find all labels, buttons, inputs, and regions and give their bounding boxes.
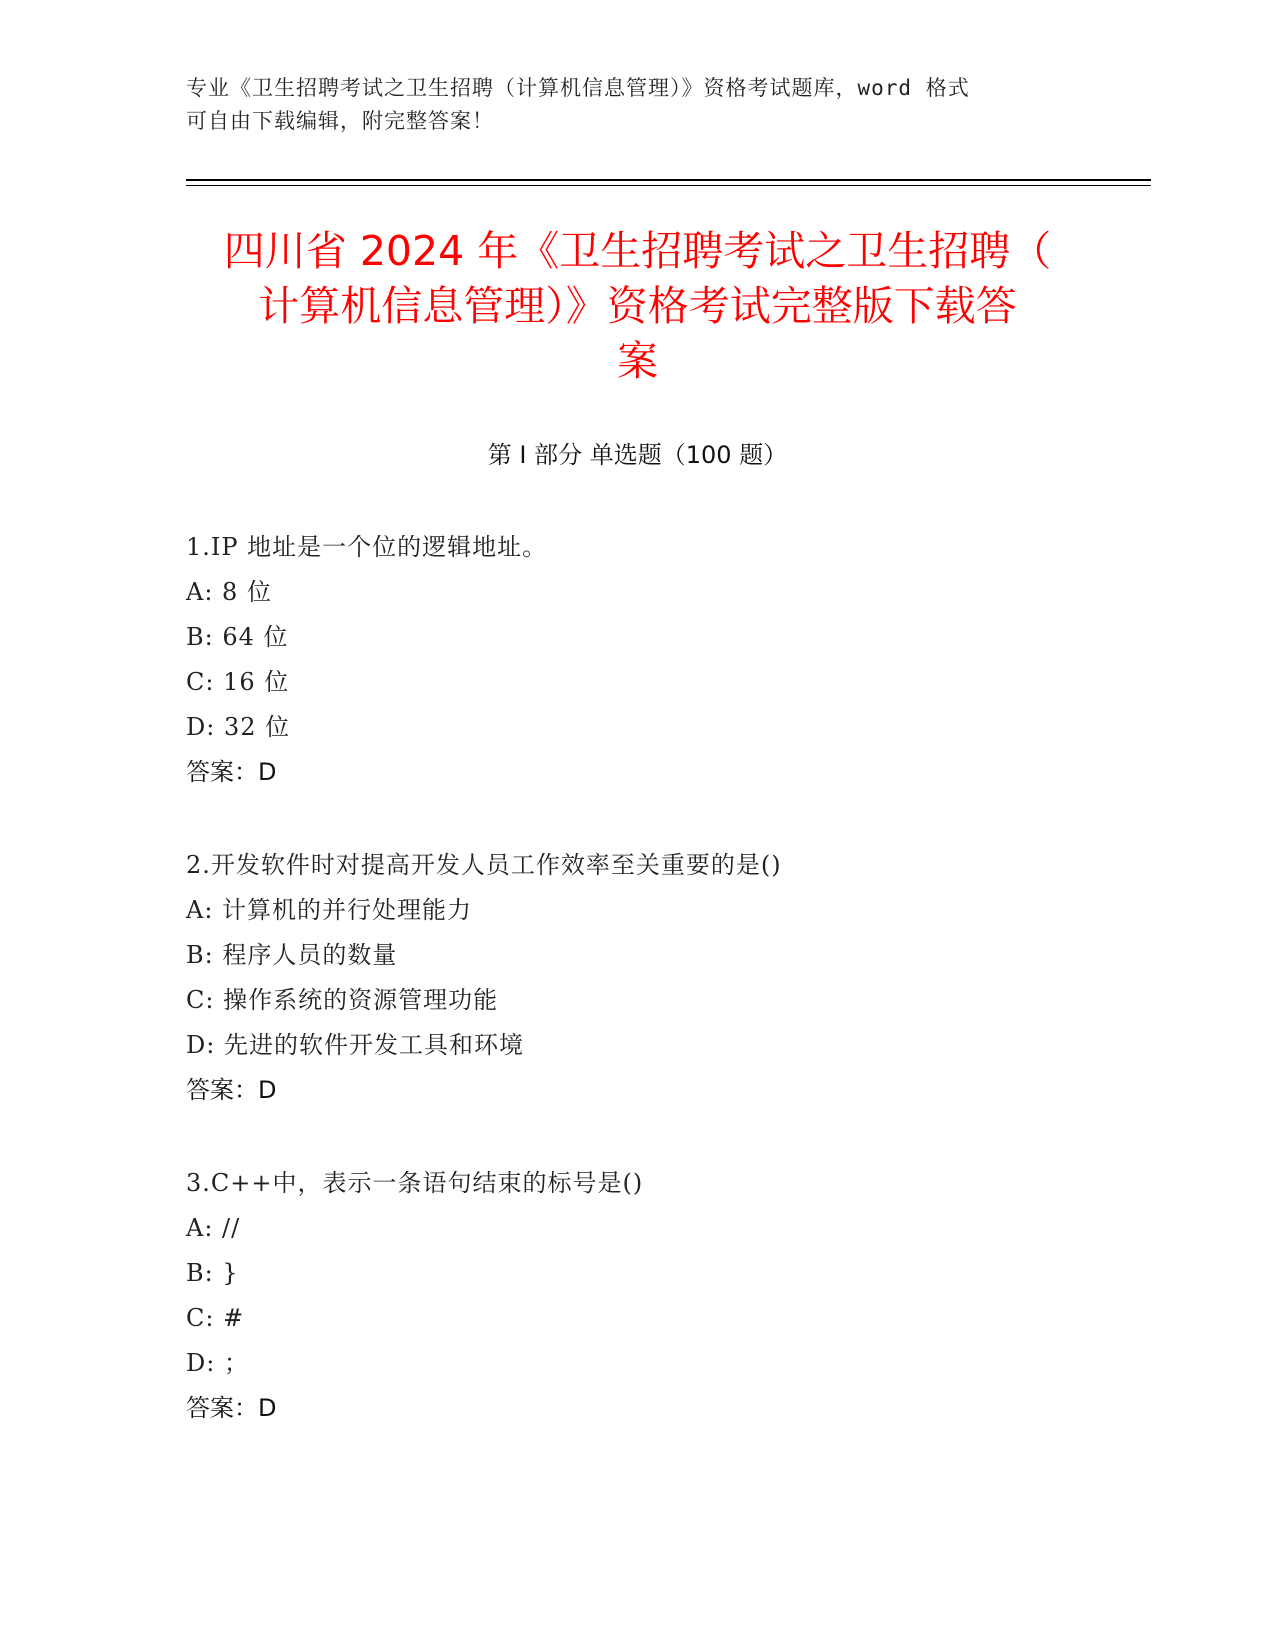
question-item <box>186 843 1086 1113</box>
option-b: B: } <box>186 1259 239 1287</box>
question-item <box>186 525 1086 795</box>
header-divider-thick <box>186 179 1151 181</box>
option-a: A: // <box>186 1214 241 1242</box>
option-d: D: 32 位 <box>186 713 291 741</box>
question-stem: 3.C++中，表示一条语句结束的标号是() <box>186 1169 644 1197</box>
header-divider-thin <box>186 185 1151 186</box>
document-title-line: 计算机信息管理）》资格考试完整版下载答 <box>258 282 1017 330</box>
option-c: C: 操作系统的资源管理功能 <box>186 986 499 1014</box>
question-answer: 答案：D <box>186 1076 277 1104</box>
header-note <box>186 72 1086 138</box>
document-title-line: 四川省 2024 年《卫生招聘考试之卫生招聘（ <box>223 227 1052 275</box>
option-d: D: ； <box>186 1349 249 1377</box>
option-a: A: 计算机的并行处理能力 <box>186 896 473 924</box>
option-c: C: # <box>186 1304 245 1332</box>
question-answer: 答案：D <box>186 1394 277 1422</box>
question-stem: 2.开发软件时对提高开发人员工作效率至关重要的是() <box>186 851 782 879</box>
option-c: C: 16 位 <box>186 668 290 696</box>
option-a: A: 8 位 <box>186 578 272 606</box>
document-title-line: 案 <box>617 337 658 385</box>
question-answer: 答案：D <box>186 758 277 786</box>
section-heading: 第 I 部分 单选题（100 题） <box>487 441 788 469</box>
header-note-line: 可自由下载编辑，附完整答案！ <box>186 109 494 133</box>
option-d: D: 先进的软件开发工具和环境 <box>186 1031 524 1059</box>
question-item <box>186 1161 1086 1431</box>
option-b: B: 程序人员的数量 <box>186 941 398 969</box>
header-note-line: 专业《卫生招聘考试之卫生招聘（计算机信息管理）》资格考试题库，word 格式 <box>186 76 970 100</box>
option-b: B: 64 位 <box>186 623 289 651</box>
question-stem: 1.IP 地址是一个位的逻辑地址。 <box>186 533 548 561</box>
document-title <box>160 224 1115 389</box>
